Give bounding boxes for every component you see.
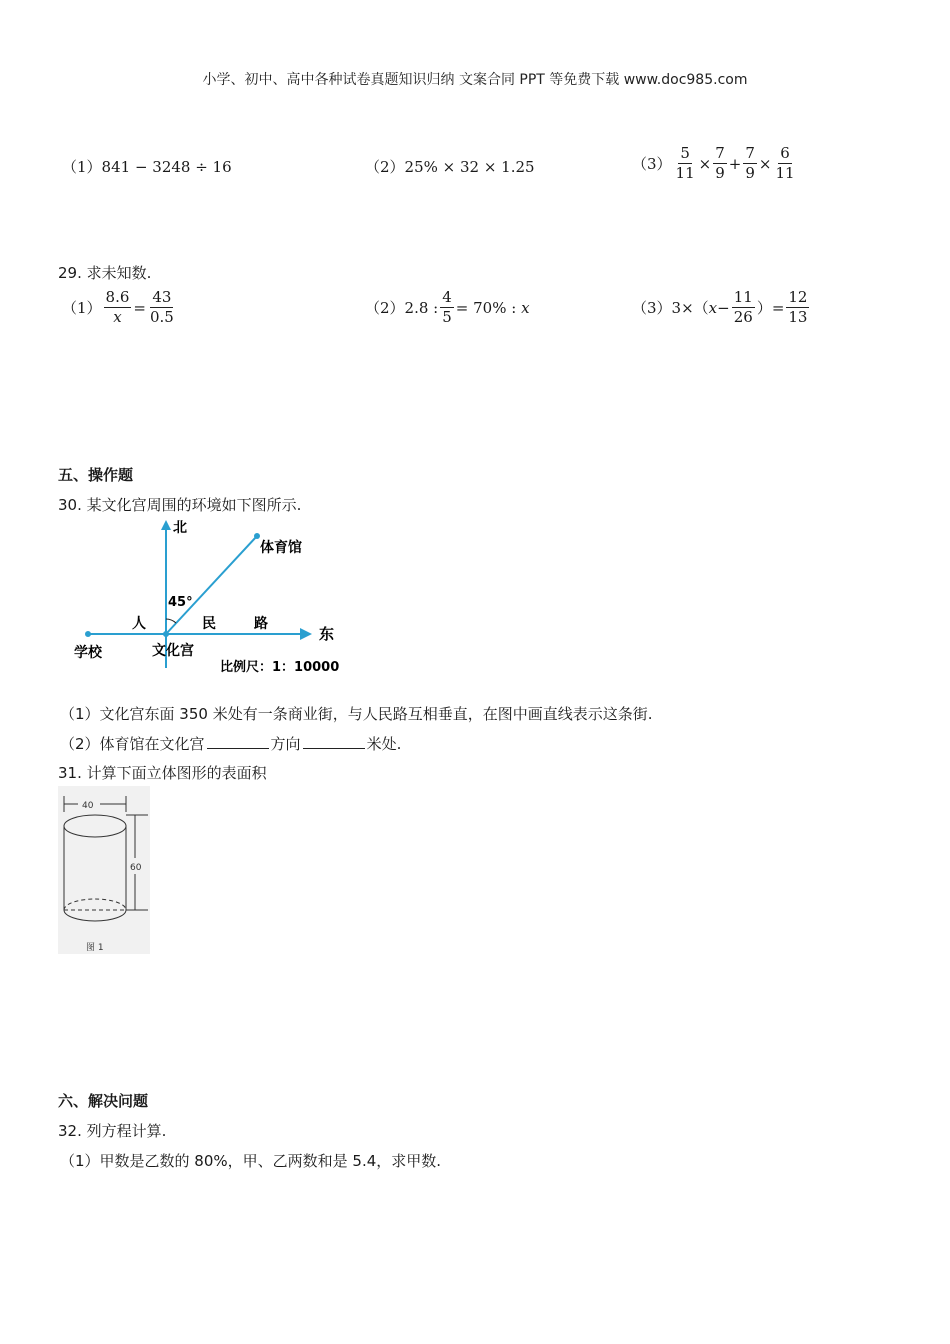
fraction: $\frac{7}{9}$	[745, 144, 755, 182]
road-label-2: 民	[202, 616, 216, 632]
east-label: 东	[319, 625, 335, 643]
expr-text: 3×（	[671, 299, 709, 318]
page-header: 小学、初中、高中各种试卷真题知识归纳 文案合同 PPT 等免费下载 www.doc985.com	[202, 72, 748, 88]
q31-cylinder-figure	[58, 786, 150, 954]
q30-sub1: （1）文化宫东面 350 米处有一条商业街，与人民路互相垂直，在图中画直线表示这条街.	[60, 705, 653, 723]
scale-label: 比例尺：1：10000	[220, 660, 340, 675]
north-arrowhead	[161, 520, 171, 530]
q28-part3	[632, 146, 799, 182]
q30-map-diagram	[60, 518, 370, 678]
east-arrowhead	[300, 628, 312, 640]
operator: =	[133, 298, 146, 317]
fraction: $\frac{11}{26}$	[733, 288, 753, 326]
cylinder-bottom-hidden	[64, 899, 126, 910]
cylinder-bottom-front	[64, 910, 126, 921]
school-point	[85, 631, 91, 637]
road-label-3: 路	[254, 616, 268, 632]
palace-label: 文化宫	[152, 643, 194, 659]
q30-sub2-text-b: 方向	[270, 735, 301, 753]
q28-part1	[62, 156, 232, 177]
stadium-label: 体育馆	[260, 540, 302, 556]
q32-title: 32. 列方程计算.	[58, 1122, 167, 1140]
fraction: $\frac{5}{11}$	[675, 144, 695, 182]
q29-p3-label: （3）	[632, 299, 672, 318]
q29-title: 29. 求未知数.	[58, 264, 152, 282]
q28-p2-expr: 25% × 32 × 1.25	[404, 157, 535, 176]
q30-sub2-text-a: （2）体育馆在文化宫	[60, 735, 205, 753]
operator: +	[728, 154, 742, 173]
q28-p2-label: （2）	[365, 158, 405, 176]
variable: x	[521, 298, 530, 317]
expr-text: ）=	[756, 299, 785, 318]
q30-sub2	[60, 733, 401, 754]
operator: ×	[758, 154, 772, 173]
q28-p1-label: （1）	[62, 158, 102, 176]
fraction: $\frac{7}{9}$	[715, 144, 725, 182]
road-label-1: 人	[132, 616, 146, 632]
palace-point	[163, 631, 169, 637]
q28-part2	[365, 156, 535, 177]
fraction: $\frac{12}{13}$	[788, 288, 808, 326]
angle-arc	[166, 619, 176, 623]
q29-p1-label: （1）	[62, 299, 102, 318]
q28-p1-expr: 841 − 3248 ÷ 16	[101, 157, 232, 176]
fraction: $\frac{4}{5}$	[442, 288, 452, 326]
q29-part2	[365, 290, 530, 326]
school-label: 学校	[74, 645, 102, 661]
q29-p2-label: （2）	[365, 299, 405, 318]
q29-part3	[632, 290, 811, 326]
stadium-point	[254, 533, 260, 539]
north-label: 北	[173, 520, 187, 536]
diameter-label: 40	[82, 801, 94, 811]
q31-title: 31. 计算下面立体图形的表面积	[58, 764, 267, 782]
q30-sub2-text-c: 米处.	[366, 735, 402, 753]
angle-label: 45°	[168, 595, 193, 610]
answer-blank-direction[interactable]	[207, 735, 269, 749]
operator: −	[717, 298, 730, 317]
section-6-title: 六、解决问题	[58, 1092, 149, 1110]
answer-blank-distance[interactable]	[303, 735, 365, 749]
q30-title: 30. 某文化宫周围的环境如下图所示.	[58, 496, 302, 514]
q29-part1	[62, 290, 178, 326]
section-5-title: 五、操作题	[58, 466, 134, 484]
fraction: $\frac{6}{11}$	[775, 144, 795, 182]
q28-p3-label: （3）	[632, 155, 672, 174]
q32-sub1: （1）甲数是乙数的 80%，甲、乙两数和是 5.4，求甲数.	[60, 1152, 442, 1170]
figure-caption: 图 1	[86, 943, 104, 953]
fraction: $\frac{8.6}{x}$	[105, 288, 130, 326]
variable: x	[708, 298, 718, 317]
cylinder-top-ellipse	[64, 815, 126, 837]
fraction: $\frac{43}{0.5}$	[149, 288, 174, 326]
expr-text: = 70% :	[455, 298, 517, 317]
expr-text: 2.8 :	[404, 298, 439, 317]
operator: ×	[698, 154, 712, 173]
height-label: 60	[130, 863, 142, 873]
